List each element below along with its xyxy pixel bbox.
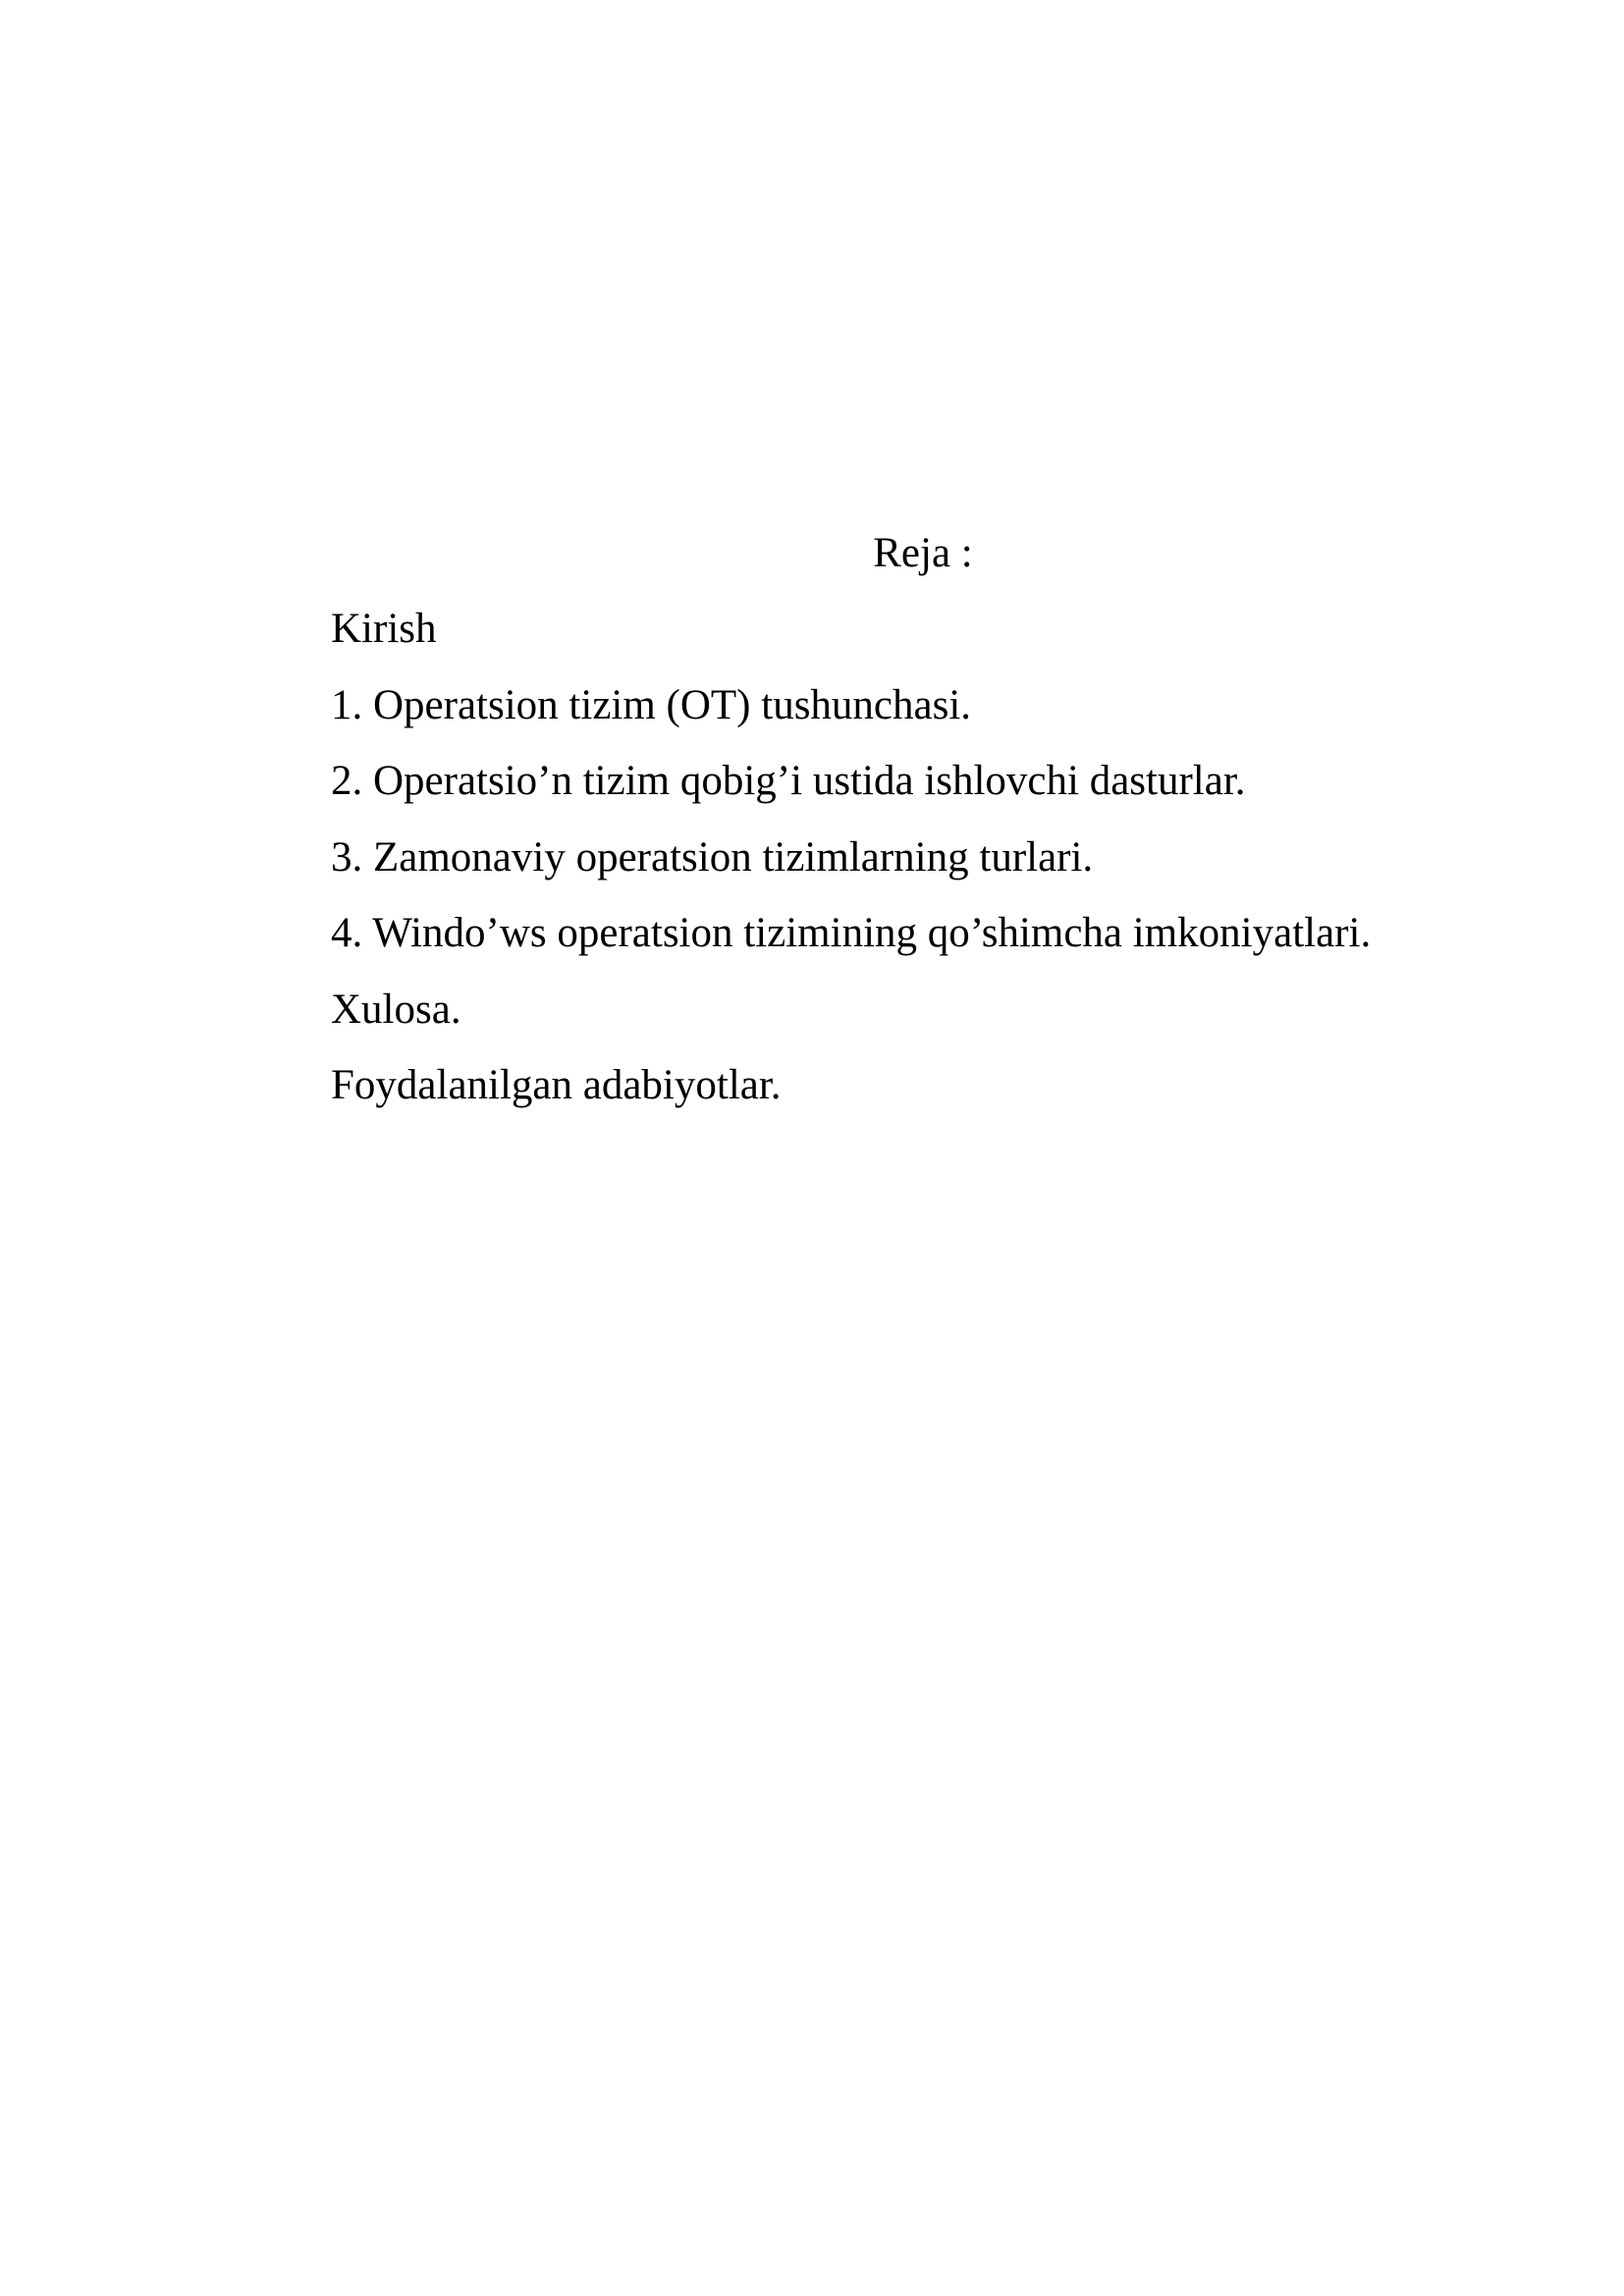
plan-item-2: 2. Operatsio’n tizim qobig’i ustida ishlovchi dasturlar.: [331, 758, 1246, 804]
plan-item-3: 3. Zamonaviy operatsion tizimlarning turlari.: [331, 833, 1094, 881]
plan-title: Reja :: [873, 530, 973, 576]
plan-item-4: 4. Windo’ws operatsion tizimining qo’shimcha imkoniyatlari.: [331, 910, 1372, 956]
plan-list: [331, 604, 1371, 1137]
plan-item-1: 1. Operatsion tizim (OT) tushunchasi.: [331, 681, 972, 728]
plan-item-conclusion: Xulosa.: [331, 986, 461, 1033]
plan-item-references: Foydalanilgan adabiyotlar.: [331, 1062, 782, 1108]
plan-item-intro: Kirish: [331, 606, 437, 652]
